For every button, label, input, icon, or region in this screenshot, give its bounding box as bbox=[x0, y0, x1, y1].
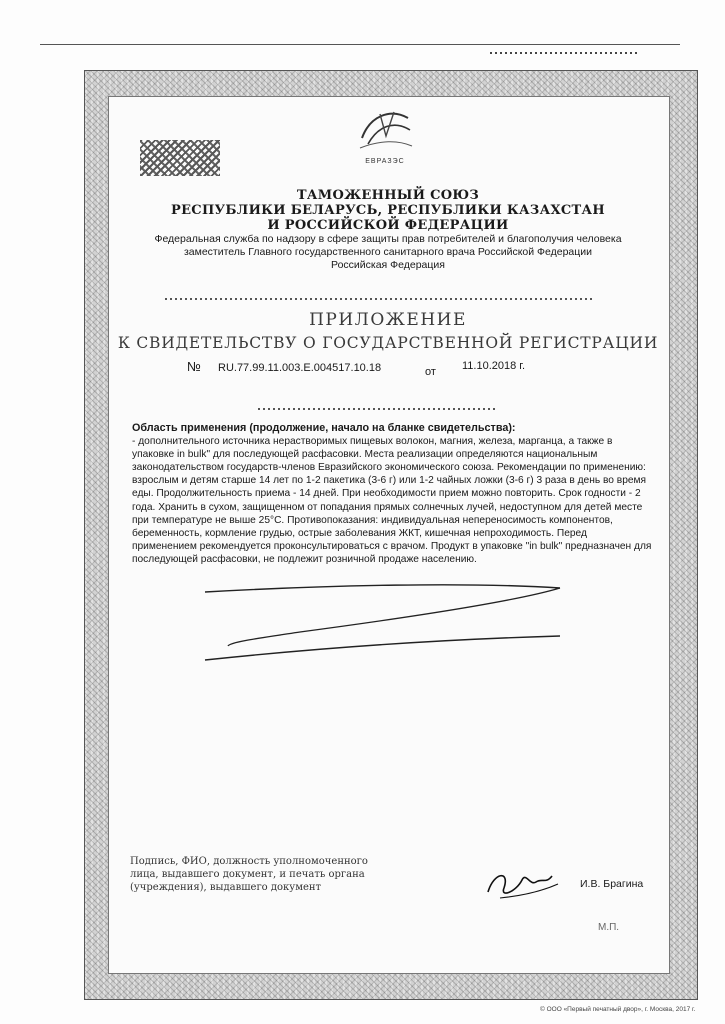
printer-footer: © ООО «Первый печатный двор», г. Москва, 2017 г. bbox=[540, 1006, 696, 1013]
signature-caption bbox=[130, 855, 430, 894]
signer-name: И.В. Брагина bbox=[580, 878, 644, 890]
registration-date: 11.10.2018 г. bbox=[462, 360, 526, 372]
number-sign: № bbox=[187, 359, 201, 374]
republics-line: РЕСПУБЛИКИ БЕЛАРУСЬ, РЕСПУБЛИКИ КАЗАХСТАН bbox=[171, 203, 605, 218]
caption-line-1: Подпись, ФИО, должность уполномоченного bbox=[130, 856, 368, 867]
seal-mark: М.П. bbox=[598, 922, 620, 933]
registration-number: RU.77.99.11.003.E.004517.10.18 bbox=[218, 362, 382, 374]
scope-text: - дополнительного источника нерастворимых пищевых волокон, магния, железа, марганца, а также в упаковке in bulk" для последующей расфасовки. Места реализации определяются национальным законодательством государств-членов Евразийского экономического союза. Рекомендации по применению: взрослым и детям старше 14 лет по 1-2 пакетика (3-6 г) или 1-2 чайных ложки (3-6 г) 3 раза в день во время еды. Продолжительность приема - 14 дней. При необходимости прием можно повторить. Срок годности - 2 года. Хранить в сухом, защищенном от попадания прямых солнечных лучей, недоступном для детей месте при температуре не выше 25°С. Противопоказания: индивидуальная непереносимость компонентов, беременность, кормление грудью, острые заболевания ЖКТ, кишечная непроходимость. Перед применением рекомендуется проконсультироваться с врачом. Продукт в упаковке "in bulk" предназначен для последующей расфасовки, не подлежит розничной продаже населению. bbox=[132, 436, 652, 565]
scope-heading: Область применения (продолжение, начало на бланке свидетельства): bbox=[132, 422, 516, 434]
from-label: от bbox=[425, 366, 436, 378]
caption-line-3: (учреждения), выдавшего документ bbox=[130, 882, 322, 893]
appendix-title: ПРИЛОЖЕНИЕ bbox=[309, 310, 467, 330]
appendix-subtitle: К СВИДЕТЕЛЬСТВУ О ГОСУДАРСТВЕННОЙ РЕГИСТРАЦИИ bbox=[117, 334, 659, 352]
russia-line: И РОССИЙСКОЙ ФЕДЕРАЦИИ bbox=[267, 218, 509, 233]
agency-line-3: Российская Федерация bbox=[331, 259, 445, 271]
handwritten-signature-icon bbox=[480, 862, 580, 912]
caption-line-2: лица, выдавшего документ, и печать органа bbox=[130, 869, 365, 880]
emblem-caption: ЕВРАЗЭС bbox=[365, 158, 405, 165]
union-title: ТАМОЖЕННЫЙ СОЮЗ bbox=[296, 188, 480, 203]
agency-line-2: заместитель Главного государственного санитарного врача Российской Федерации bbox=[183, 246, 593, 258]
agency-line-1: Федеральная служба по надзору в сфере защиты прав потребителей и благополучия человека bbox=[154, 233, 622, 245]
